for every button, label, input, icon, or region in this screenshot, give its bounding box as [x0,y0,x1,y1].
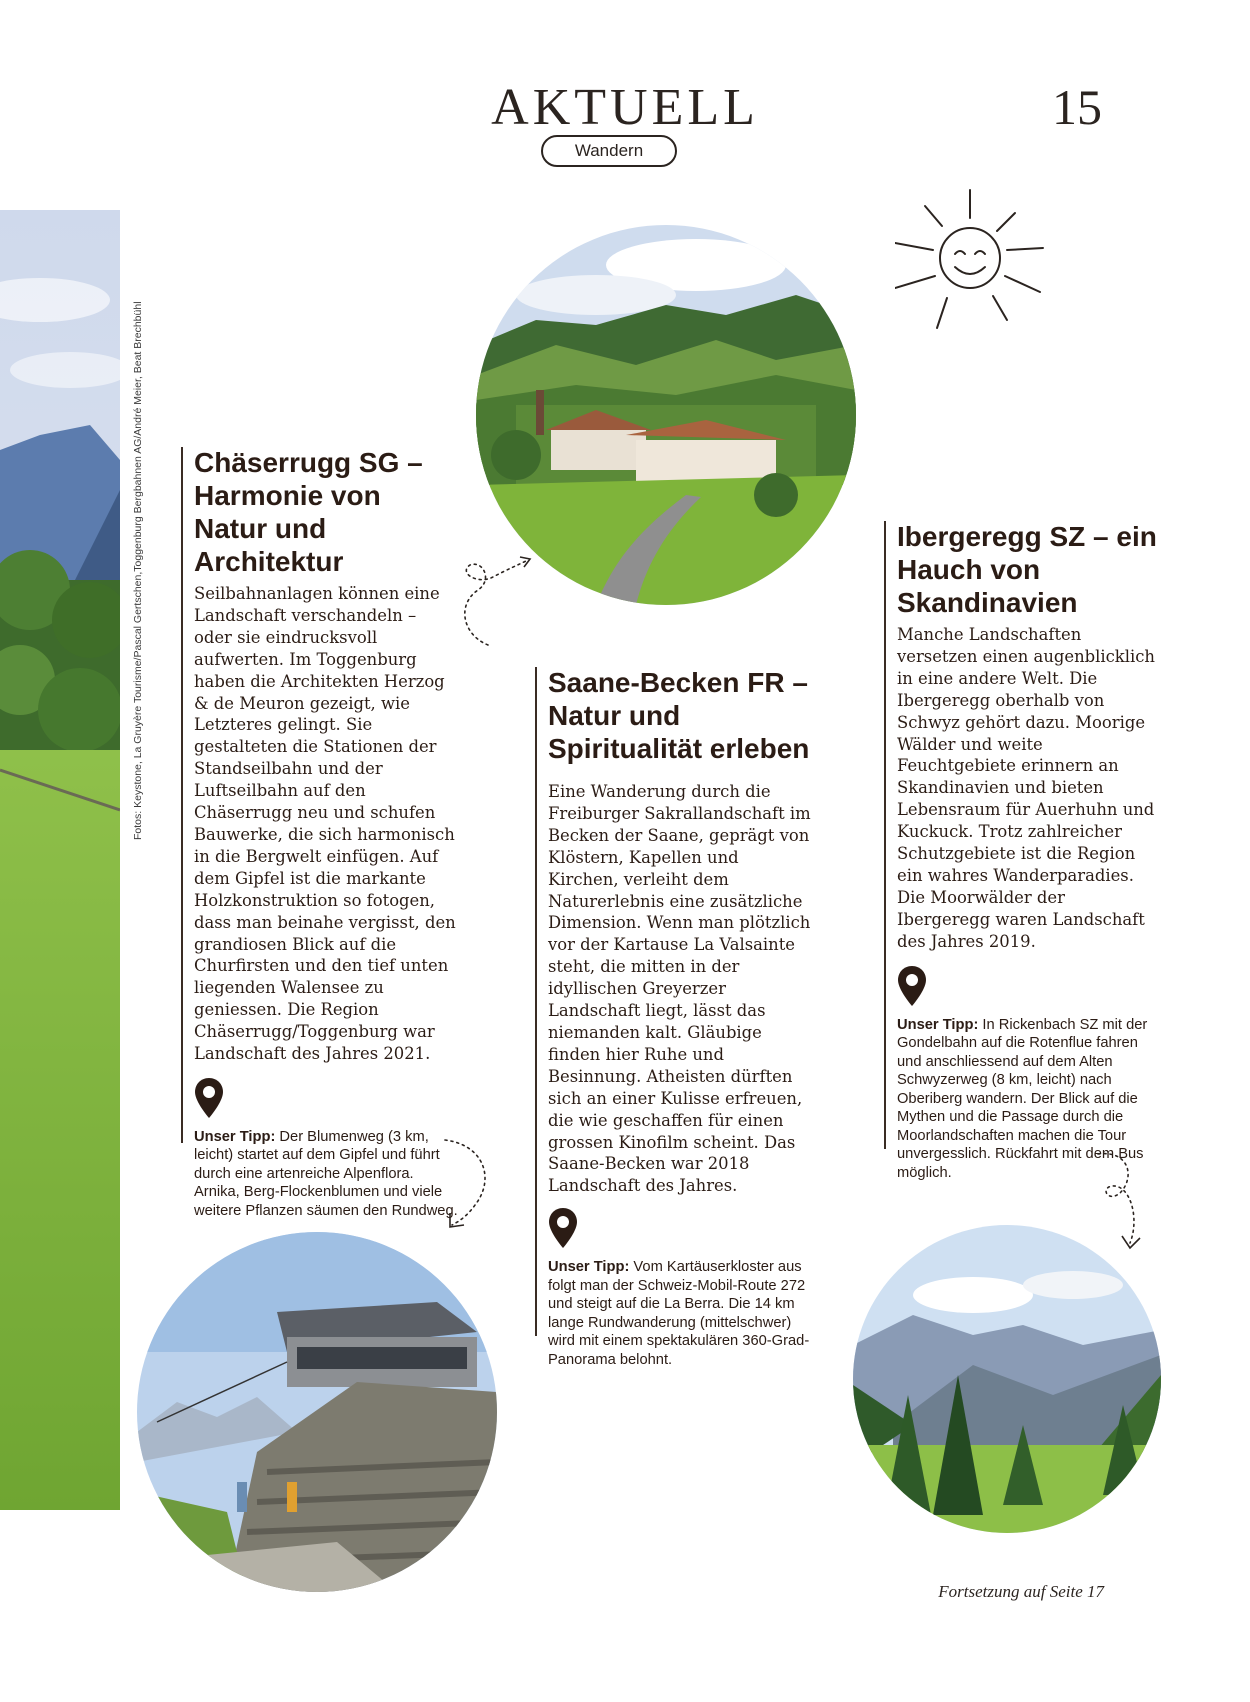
photo-credit: Fotos: Keystone, La Gruyère Tourisme/Pascal Gertschen,Toggenburg Bergbahnen AG/André Meier, Beat Brechbühl [132,301,144,840]
page-number: 15 [1052,79,1102,135]
location-pin-icon [548,1207,578,1249]
article-headline: Chäserrugg SG – Harmonie von Natur und Architektur [194,447,423,577]
article-body: Seilbahnanlagen können eine Landschaft verschandeln – oder sie eindrucksvoll aufwerten. Im Toggenburg haben die Architekten Herzog & de Meuron gezeigt, wie Letzteres gelingt. Sie gestalteten die Stationen der Standseilbahn und der Luftseilbahn auf den Chäserrugg neu und schufen Bauwerke, die sich harmonisch in die Bergwelt einfügen. Auf dem Gipfel ist die markante Holzkonstruktion so fotogen, dass man beinahe vergisst, den grandiosen Blick auf die Churfirsten und den tief unten liegenden Walensee zu geniessen. Die Region Chäserrugg/Toggenburg war Landschaft des Jahres 2021. [194,584,456,1064]
article-headline: Saane-Becken FR – Natur und Spiritualität erleben [548,667,810,764]
tip-text: Vom Kartäuserkloster aus folgt man der Schweiz-Mobil-Route 272 und steigt auf die La Berra. Die 14 km lange Rundwanderung (mittelschwer) wird mit einem spektakulären 360-Grad-Panorama belohnt. [548,1259,810,1368]
article-body: Manche Landschaften versetzen einen augenblicklich in eine andere Welt. Die Ibergeregg oberhalb von Schwyz gehört dazu. Moorige Wälder und weite Feuchtgebiete erinnern an Skandinavien und bieten Lebensraum für Auerhuhn und Kuckuck. Trotz zahlreicher Schutzgebiete ist die Region ein wahres Wanderparadies. Die Moorwälder der Ibergeregg waren Landschaft des Jahres 2019. [897,625,1155,951]
section-tag: Wandern [541,135,677,167]
column-rule [181,447,183,1143]
tip-label: Unser Tipp: [548,1259,630,1276]
tip-label: Unser Tipp: [194,1128,276,1145]
column-rule [884,521,886,1149]
moorland-landscape-photo [853,1225,1161,1533]
location-pin-icon [194,1077,224,1119]
article-chaeserrugg [194,446,459,1220]
article-saane-becken [548,666,813,1369]
sun-doodle-icon [895,188,1045,338]
monastery-landscape-photo [476,225,856,605]
page-section-title: AKTUELL [491,79,759,136]
article-tip [194,1128,459,1221]
location-pin-icon [897,965,927,1007]
landscape-photo-strip [0,210,120,1510]
article-body: Eine Wanderung durch die Freiburger Sakrallandschaft im Becken der Saane, geprägt von Klöstern, Kapellen und Kirchen, verleiht dem Naturerlebnis eine zusätzliche Dimension. Wenn man plötzlich vor der Kartause La Valsainte steht, die mitten in der idyllischen Greyerzer Landschaft liegt, lässt das niemanden kalt. Gläubige finden hier Ruhe und Besinnung. Atheisten dürften sich an einer Kulisse erfreuen, die wie geschaffen für einen grossen Kinofilm scheint. Das Saane-Becken war 2018 Landschaft des Jahres. [548,782,811,1196]
tip-label: Unser Tipp: [897,1016,979,1033]
continuation-note: Fortsetzung auf Seite 17 [938,1582,1104,1601]
article-headline: Ibergeregg SZ – ein Hauch von Skandinavien [897,521,1157,618]
article-ibergeregg [897,520,1157,1182]
column-rule [535,667,537,1336]
tip-text: Der Blumenweg (3 km, leicht) startet auf dem Gipfel und führt durch eine artenreiche Alpenflora. Arnika, Berg-Flockenblumen und viele weitere Pflanzen säumen den Rundweg. [194,1128,458,1219]
dotted-arrow-icon [1090,1148,1145,1258]
dotted-arrow-icon [440,1135,500,1230]
summit-building-photo [137,1232,497,1592]
tip-text: In Rickenbach SZ mit der Gondelbahn auf die Rotenflue fahren und anschliessend auf dem Alten Schwyzerweg (8 km, leicht) nach Oberiberg wandern. Der Blick auf die Mythen und die Passage durch die Moorlandschaften machen die Tour unvergesslich. Rückfahrt mit dem Bus möglich. [897,1016,1148,1181]
dotted-arrow-icon [458,555,538,650]
article-tip [548,1258,813,1369]
